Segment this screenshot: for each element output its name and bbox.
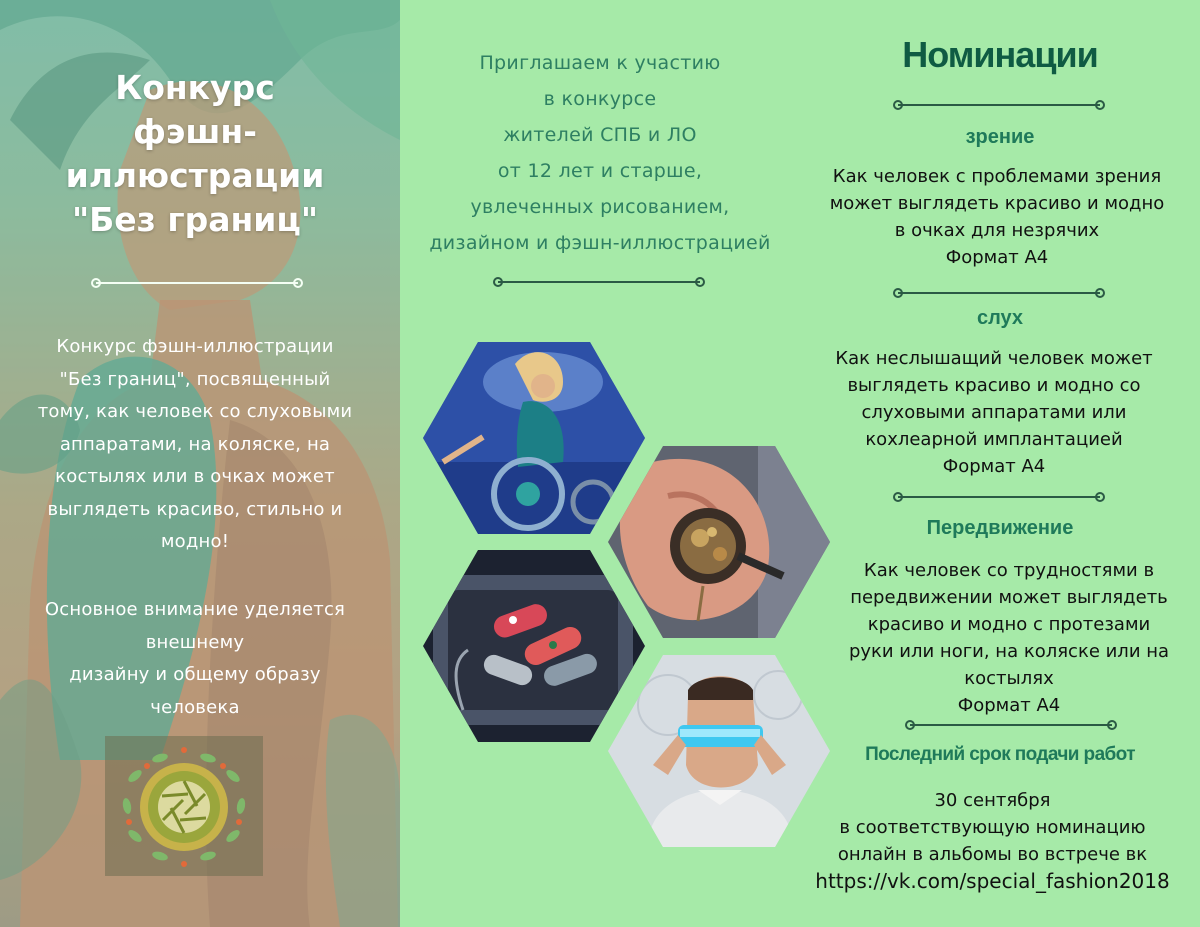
deadline-details: 30 сентября в соответствующую номинацию онлайн в альбомы во встрече вк https://vk.com/special_fashion2018 (800, 787, 1185, 895)
contest-title: Конкурс фэшн- иллюстрации "Без границ" (65, 68, 325, 239)
invite-divider (493, 277, 705, 287)
contest-focus-note: Основное внимание уделяется внешнему дизайну и общему образу человека (44, 599, 346, 718)
category-mobility: Передвижение (926, 517, 1074, 539)
category-vision-text: Как человек с проблемами зрения может выглядеть красиво и модно в очках для незрячих Формат А4 (829, 166, 1165, 268)
invitation-text: Приглашаем к участию в конкурсе жителей СПБ и ЛО от 12 лет и старше, увлеченных рисованием, дизайном и фэшн-иллюстрацией (429, 52, 771, 254)
nominations-divider (893, 100, 1105, 110)
deadline-title: Последний срок подачи работ (865, 744, 1135, 765)
category-hearing: слух (976, 307, 1024, 329)
hearing-divider (893, 492, 1105, 502)
category-vision: зрение (965, 126, 1035, 148)
left-panel (0, 0, 400, 927)
contest-description: Конкурс фэшн-иллюстрации "Без границ", посвященный тому, как человек со слуховыми аппаратами, на коляске, на костылях или в очках может выглядеть красиво, стильно и модно! (37, 336, 353, 552)
vk-album-link[interactable]: https://vk.com/special_fashion2018 (815, 869, 1170, 893)
vr-glasses-man-photo (608, 655, 830, 847)
camera-aperture-logo-icon (105, 736, 263, 876)
title-divider (91, 278, 303, 288)
category-hearing-text: Как неслышащий человек может выглядеть красиво и модно со слуховыми аппаратами или кохлеарной имплантацией Формат А4 (835, 348, 1153, 477)
vision-divider (893, 288, 1105, 298)
category-mobility-text: Как человек со трудностями в передвижении может выглядеть красиво и модно с протезами руки или ноги, на коляске или на костылях Формат А4 (848, 560, 1170, 716)
nominations-title: Номинации (902, 34, 1098, 75)
mobility-divider (905, 720, 1117, 730)
project-logo (105, 736, 263, 876)
